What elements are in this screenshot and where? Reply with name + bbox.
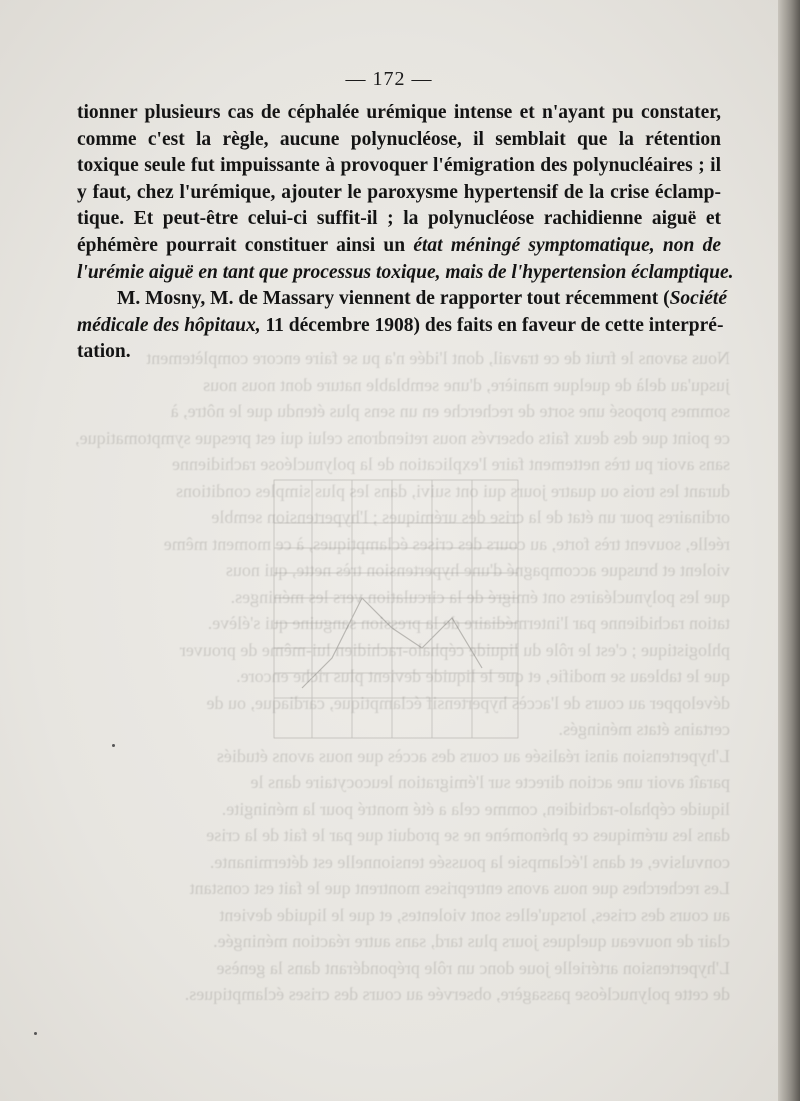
italic-text-run: état méningé symptomatique, non de: [413, 234, 721, 256]
paper-speck: [112, 744, 115, 747]
text-line: comme c'est la règle, aucune polynucléose, il semblait que la rétention: [77, 128, 721, 150]
reverse-side-chart-bleed-through: [272, 478, 520, 740]
page-edge-shadow: [778, 0, 800, 1101]
italic-text-run: Société: [669, 288, 727, 310]
text-line: toxique seule fut impuissante à provoquer l'émigration des polynucléaires ; il: [77, 155, 721, 177]
text-run: M. Mosny, M. de Massary viennent de rapporter tout récemment (: [117, 288, 670, 310]
text-line: [77, 260, 734, 287]
paper-speck: [34, 1032, 37, 1035]
text-line: y faut, chez l'urémique, ajouter le paroxysme hypertensif de la crise éclamp-: [77, 181, 721, 203]
reverse-side-bleed-through: Nous savons le fruit de ce travail, dont l'idée n'a pu se faire encore complètement jusqu'au delà de quelque manière, d'une semblable nature dont nous nous sommes proposé une sorte de recherche en un sens plus étendu que le nôtre, à ce point que des deux faits observés nous retiendrons celui qui est presque symptomatique, sans avoir pu très nettement faire l'explication de la polynucléose rachidienne durant les trois ou quatre jours qui ont suivi, dans les plus simples conditions ordinaires pour un état de la crise des urémiques ; l'hypertension semble réelle, souvent très forte, au cours des crises éclamptiques, à ce moment même violent et brusque accompagné d'une hypertension très nette, qui nous que les polynucléaires ont émigré de la circulation vers les méninges. tation rachidienne par l'intermédiaire de la pression sanguine qui s'élève. phlogistique ; c'est le rôle du liquide céphalo-rachidien lui-même de prouver que le tableau se modifie, et que le liquide devient plus riche encore. développer au cours de l'accès hypertensif éclamptique, cardiaque, ou de certains états méningés. L'hypertension ainsi réalisée au cours des accès que nous avons étudiés paraît avoir une action directe sur l'émigration leucocytaire dans le liquide céphalo-rachidien, comme cela a été montré pour la méningite. dans les urémiques ce phénomène ne se produit que par le fait de la crise convulsive, et dans l'éclampsie la poussée tensionnelle est déterminante. Les recherches que nous avons entreprises montrent que le fait est constant au cours des crises, lorsqu'elles sont violentes, et que le liquide devient clair de nouveau quelques jours plus tard, sans autre réaction méningée. L'hypertension artérielle joue donc un rôle prépondérant dans la genèse de cette polynucléose passagère, observée au cours des crises éclamptiques.: [75, 348, 730, 1004]
italic-text-run: l'urémie aiguë en tant que processus toxique, mais de l'hypertension éclamptique.: [77, 261, 734, 283]
text-run: 11 décembre 1908) des faits en faveur de cette interpré-: [260, 314, 724, 336]
page-number: — 172 —: [345, 68, 433, 90]
text-line: tation.: [77, 341, 131, 363]
text-line: tique. Et peut-être celui-ci suffit-il ; la polynucléose rachidienne aiguë et: [77, 208, 721, 230]
text-line: [77, 233, 721, 260]
text-run: éphémère pourrait constituer ainsi un: [77, 234, 414, 256]
italic-text-run: médicale des hôpitaux,: [77, 314, 261, 336]
text-line: tionner plusieurs cas de céphalée urémique intense et n'ayant pu constater,: [77, 102, 721, 123]
text-line: [77, 286, 727, 313]
text-line: [77, 313, 724, 340]
body-paragraph: [77, 100, 734, 366]
